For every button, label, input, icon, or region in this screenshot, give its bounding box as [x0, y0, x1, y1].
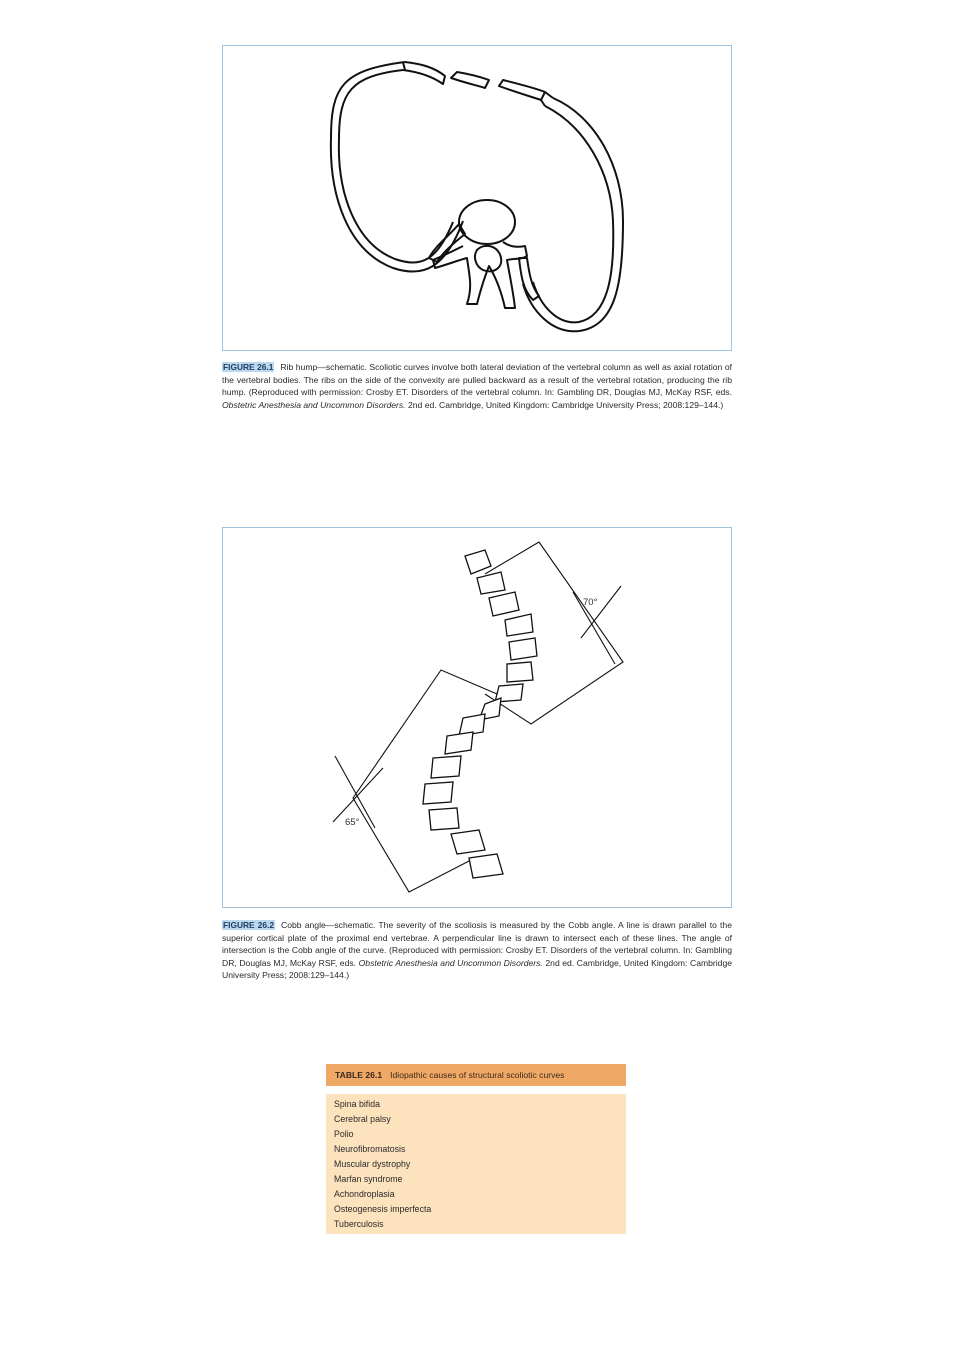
figure-26-1-caption-end: 2nd ed. Cambridge, United Kingdom: Cambridge University Press; 2008:129–144.): [407, 399, 724, 410]
figure-26-2-book-title: Obstetric Anesthesia and Uncommon Disorders.: [358, 957, 543, 968]
figure-26-2-caption-end: 2nd ed. Cambridge, United Kingdom: Cambridge University Press; 2008:129–144.): [222, 957, 733, 981]
table-header: [326, 1064, 626, 1086]
table-title: Idiopathic causes of structural scoliotic curves: [390, 1070, 565, 1080]
table-body: [326, 1094, 626, 1234]
figure-26-1-label: FIGURE 26.1: [223, 362, 274, 372]
figure-26-1-caption-text: Rib hump—schematic. Scoliotic curves involve both lateral deviation of the vertebral column as well as axial rotation of the vertebral bodies. The ribs on the side of the convexity are pulled backward as a result of the vertebral rotation, producing the rib hump. (Reproduced with permission: Crosby ET. Disorders of the vertebral column. In: Gambling DR, Douglas MJ, McKay RSF, eds.: [222, 362, 732, 398]
rib-hump-illustration: [223, 46, 730, 349]
table-26-1: [326, 1064, 626, 1234]
table-row: Spina bifida: [334, 1099, 380, 1109]
figure-26-2-frame: [222, 527, 732, 908]
vertebrae-column: [423, 550, 537, 878]
table-label: TABLE 26.1: [335, 1070, 383, 1080]
table-row: Marfan syndrome: [334, 1174, 403, 1184]
figure-26-2-label: FIGURE 26.2: [223, 920, 275, 930]
cobb-angle-illustration: [223, 528, 730, 906]
table-row: Achondroplasia: [334, 1189, 395, 1199]
figure-26-1-frame: [222, 45, 732, 351]
table-row: Neurofibromatosis: [334, 1144, 406, 1154]
figure-26-1-book-title: Obstetric Anesthesia and Uncommon Disorders.: [222, 399, 406, 410]
table-row: Cerebral palsy: [334, 1114, 391, 1124]
table-row: Muscular dystrophy: [334, 1159, 411, 1169]
table-row: Tuberculosis: [334, 1219, 384, 1229]
table-row: Osteogenesis imperfecta: [334, 1204, 432, 1214]
figure-26-1-caption: [222, 361, 732, 411]
figure-26-2-caption-text: Cobb angle—schematic. The severity of the scoliosis is measured by the Cobb angle. A line is drawn parallel to the superior cortical plate of the proximal end vertebrae. A perpendicular line is drawn to intersect each of these lines. The angle of intersection is the Cobb angle of the curve. (Reproduced with permission: Crosby ET. Disorders of the vertebral column. In: Gambling DR, Douglas MJ, McKay RSF, eds.: [222, 920, 732, 968]
lower-angle-label: 65°: [345, 817, 360, 828]
figure-26-2-caption: [222, 919, 732, 982]
table-row: Polio: [334, 1129, 354, 1139]
upper-angle-label: 70°: [583, 597, 598, 608]
